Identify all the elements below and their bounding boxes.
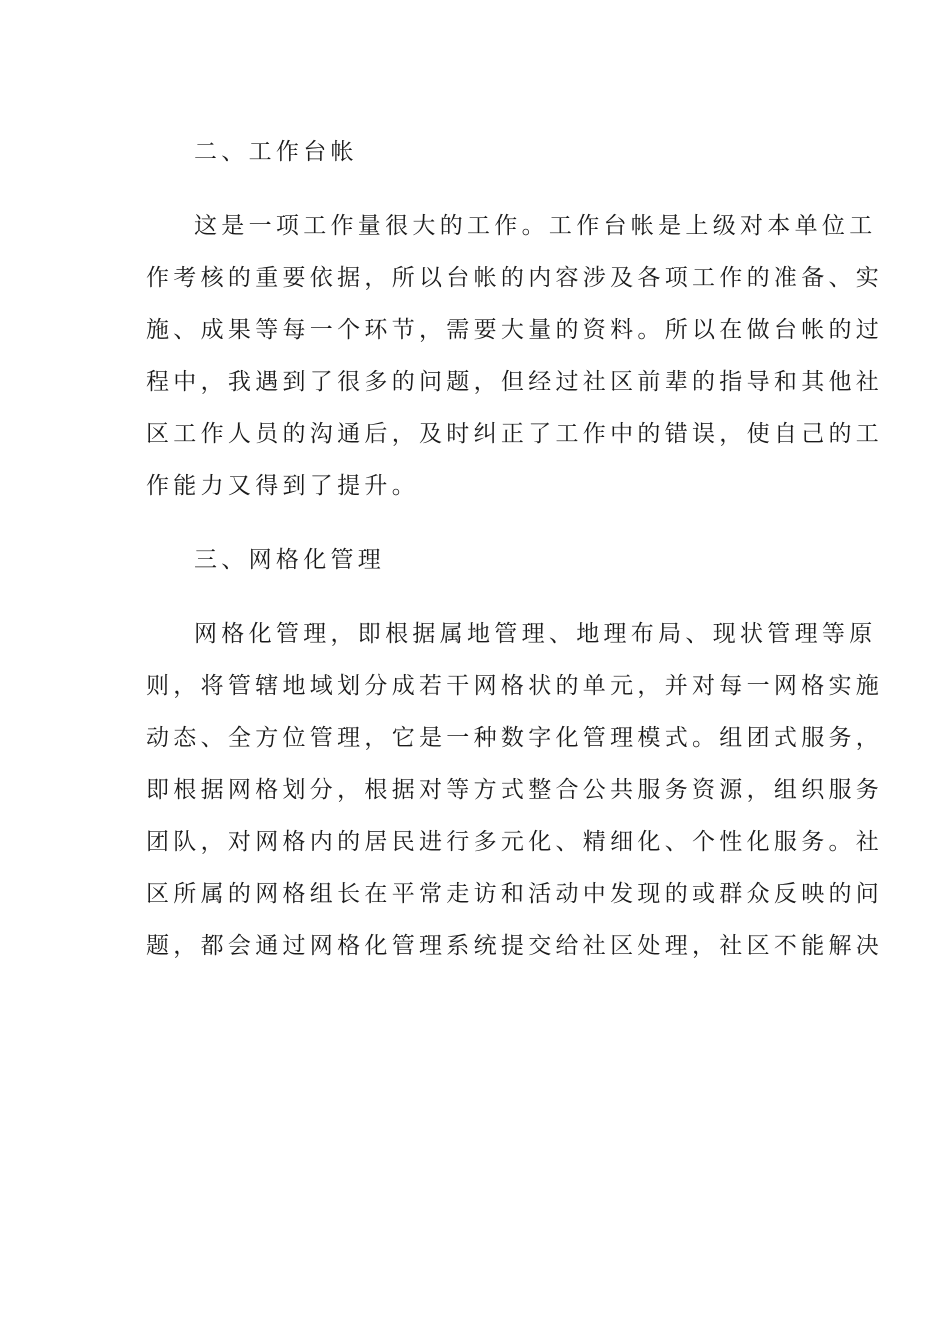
paragraph-line: 题，都会通过网格化管理系统提交给社区处理，社区不能解决: [146, 933, 884, 959]
paragraph-line: 团队，对网格内的居民进行多元化、精细化、个性化服务。社: [146, 829, 884, 855]
paragraph-line: 动态、全方位管理，它是一种数字化管理模式。组团式服务，: [146, 725, 884, 751]
paragraph-line: 施、成果等每一个环节，需要大量的资料。所以在做台帐的过: [146, 317, 884, 343]
paragraph-line: 作能力又得到了提升。: [146, 473, 419, 499]
paragraph-line: 即根据网格划分，根据对等方式整合公共服务资源，组织服务: [146, 777, 884, 803]
paragraph-line: 程中，我遇到了很多的问题，但经过社区前辈的指导和其他社: [146, 369, 884, 395]
section-heading-work-ledger: 二、工作台帐: [194, 139, 358, 165]
paragraph-line: 作考核的重要依据，所以台帐的内容涉及各项工作的准备、实: [146, 265, 884, 291]
paragraph-line: 区所属的网格组长在平常走访和活动中发现的或群众反映的问: [146, 881, 884, 907]
paragraph-line: 这是一项工作量很大的工作。工作台帐是上级对本单位工: [194, 213, 877, 239]
section-heading-grid-management: 三、网格化管理: [194, 547, 386, 573]
paragraph-line: 区工作人员的沟通后，及时纠正了工作中的错误，使自己的工: [146, 421, 884, 447]
document-body: [146, 126, 884, 972]
paragraph-line: 则，将管辖地域划分成若干网格状的单元，并对每一网格实施: [146, 673, 884, 699]
paragraph-line: 网格化管理，即根据属地管理、地理布局、现状管理等原: [194, 621, 877, 647]
